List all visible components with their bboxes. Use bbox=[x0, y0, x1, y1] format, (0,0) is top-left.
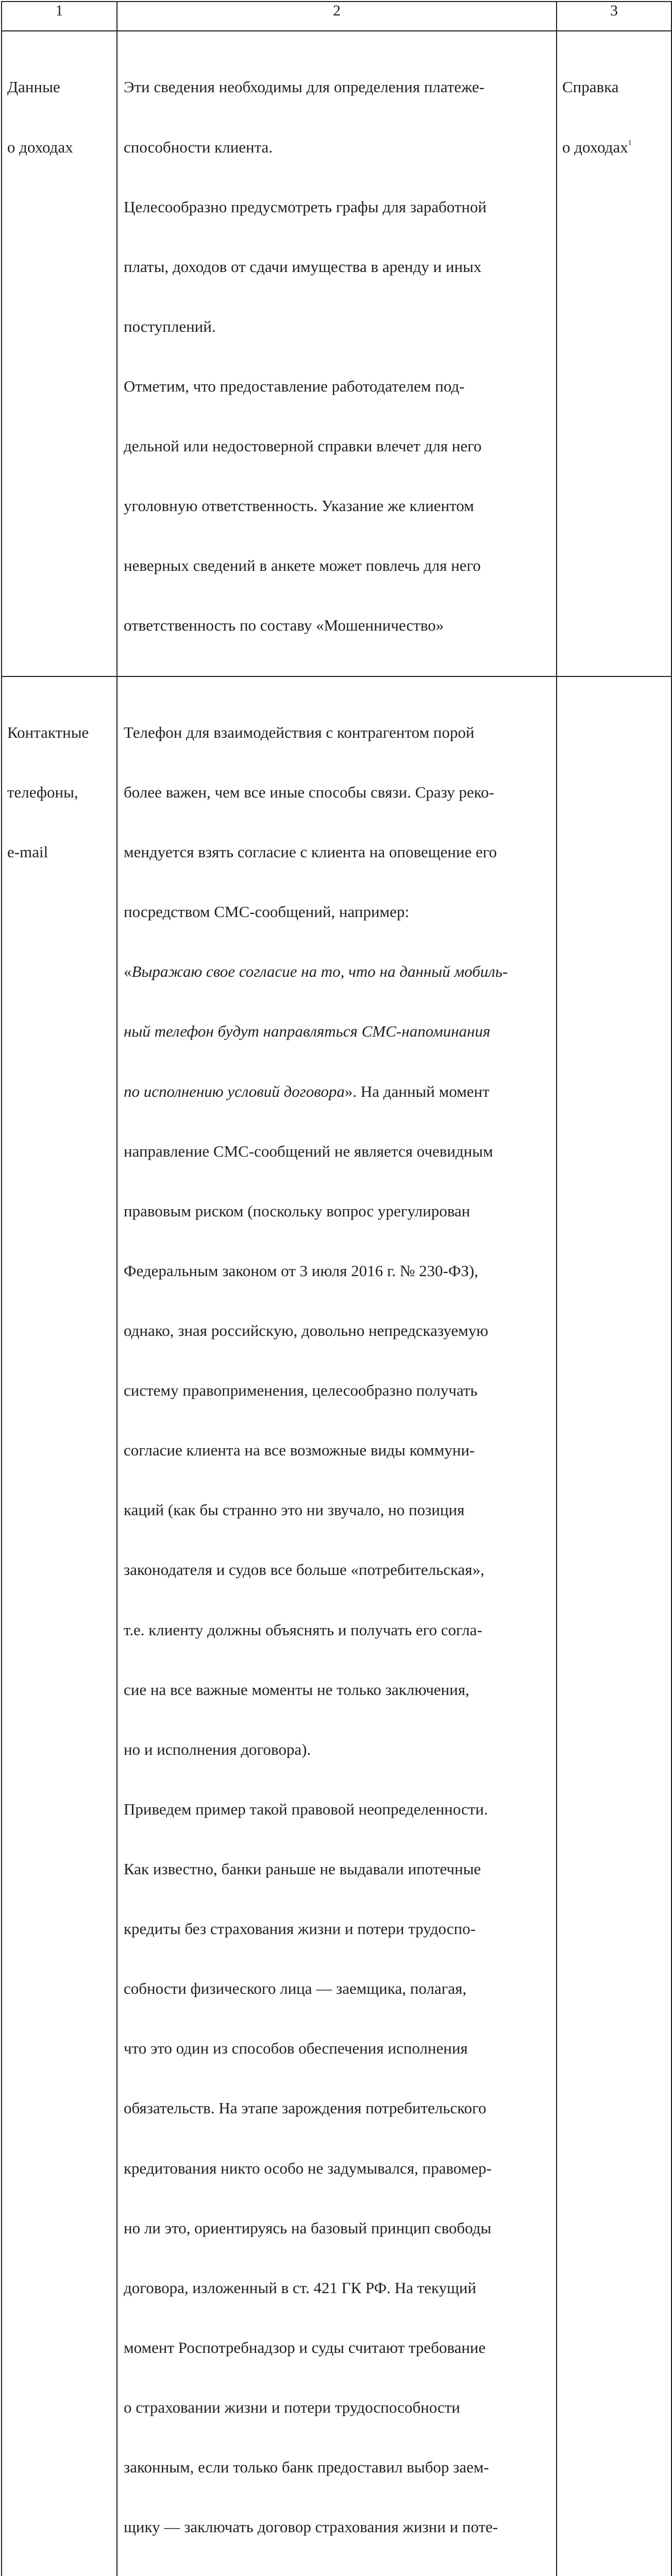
text-line: посредством СМС-сообщений, например: bbox=[124, 902, 556, 922]
text-line: законным, если только банк предоставил выбор заем- bbox=[124, 2458, 556, 2478]
table-row-contacts bbox=[2, 676, 671, 2576]
text-line bbox=[124, 962, 556, 982]
column-header-3: 3 bbox=[557, 2, 671, 31]
column-header-2: 2 bbox=[117, 2, 557, 31]
row-income-term bbox=[2, 31, 116, 197]
document-name: о доходах bbox=[562, 138, 628, 156]
text-line: т.е. клиенту должны объяснять и получать его согла- bbox=[124, 1620, 556, 1640]
text-line: Эти сведения необходимы для определения платеже- bbox=[124, 77, 556, 97]
text-line: щику — заключать договор страхования жизни и поте- bbox=[124, 2517, 556, 2537]
text-line: но и исполнения договора). bbox=[124, 1740, 556, 1760]
text-line: поступлений. bbox=[124, 317, 556, 337]
text-line: способности клиента. bbox=[124, 138, 556, 158]
text-line: Приведем пример такой правовой неопределенности. bbox=[124, 1800, 556, 1820]
text-line: законодателя и судов все больше «потребительская», bbox=[124, 1560, 556, 1580]
text-line: неверных сведений в анкете может повлечь для него bbox=[124, 556, 556, 576]
row-contacts-document-cell bbox=[557, 676, 671, 2576]
text-line: ответственность по составу «Мошенничество» bbox=[124, 616, 556, 636]
document-table bbox=[1, 1, 672, 2576]
quote-open: « bbox=[124, 962, 132, 980]
text-line: Целесообразно предусмотреть графы для заработной bbox=[124, 197, 556, 217]
text-line: Контактные bbox=[7, 723, 116, 743]
text-line: направление СМС-сообщений не является очевидным bbox=[124, 1142, 556, 1162]
quote-italic: ный телефон будут направляться СМС-напоминания bbox=[124, 1022, 556, 1042]
text-line: Телефон для взаимодействия с контрагентом порой bbox=[124, 723, 556, 743]
text-line: систему правоприменения, целесообразно получать bbox=[124, 1381, 556, 1401]
text-line: о доходах bbox=[7, 138, 116, 158]
text-line: Отметим, что предоставление работодателем под- bbox=[124, 377, 556, 397]
header-row bbox=[2, 2, 671, 31]
text-line: платы, доходов от сдачи имущества в аренду и иных bbox=[124, 257, 556, 277]
text-line: однако, зная российскую, довольно непредсказуемую bbox=[124, 1321, 556, 1341]
text-line: собности физического лица — заемщика, полагая, bbox=[124, 1979, 556, 1999]
text-line: телефоны, bbox=[7, 783, 116, 803]
column-header-1: 1 bbox=[2, 2, 117, 31]
text-line: согласие клиента на все возможные виды коммуни- bbox=[124, 1440, 556, 1461]
row-contacts-description-cell bbox=[117, 676, 557, 2576]
text-line: о страховании жизни и потери трудоспособности bbox=[124, 2398, 556, 2418]
row-income-description-cell bbox=[117, 31, 557, 676]
row-income-description bbox=[117, 31, 556, 676]
text-line: но ли это, ориентируясь на базовый принцип свободы bbox=[124, 2218, 556, 2239]
row-contacts-description bbox=[117, 677, 556, 2576]
row-contacts-term bbox=[2, 677, 116, 903]
text-line: договора, изложенный в ст. 421 ГК РФ. На текущий bbox=[124, 2278, 556, 2298]
row-contacts-term-cell bbox=[2, 676, 117, 2576]
row-income-document-cell bbox=[557, 31, 671, 676]
text-line: уголовную ответственность. Указание же клиентом bbox=[124, 496, 556, 516]
text-line bbox=[562, 138, 671, 158]
text-line: более важен, чем все иные способы связи. Сразу реко- bbox=[124, 783, 556, 803]
text-line: Данные bbox=[7, 77, 116, 97]
quote-italic: Выражаю свое согласие на то, что на данный мобиль- bbox=[132, 962, 508, 980]
text-line: сие на все важные моменты не только заключения, bbox=[124, 1680, 556, 1700]
text-line: кредиты без страхования жизни и потери трудоспо- bbox=[124, 1919, 556, 1939]
quote-close: ». На данный момент bbox=[345, 1082, 490, 1100]
text-line bbox=[124, 1082, 556, 1102]
text-line: что это один из способов обеспечения исполнения bbox=[124, 2039, 556, 2059]
text-line: правовым риском (поскольку вопрос урегулирован bbox=[124, 1201, 556, 1222]
text-line: каций (как бы странно это ни звучало, но позиция bbox=[124, 1500, 556, 1520]
row-contacts-document bbox=[557, 677, 671, 683]
text-line: e-mail bbox=[7, 842, 116, 862]
footnote-marker: 1 bbox=[628, 139, 632, 147]
text-line: Справка bbox=[562, 77, 671, 97]
row-income-document bbox=[557, 31, 671, 197]
text-line: дельной или недостоверной справки влечет для него bbox=[124, 436, 556, 456]
quote-italic: по исполнению условий договора bbox=[124, 1082, 345, 1100]
table-row-income bbox=[2, 31, 671, 676]
text-line: момент Роспотребнадзор и суды считают требование bbox=[124, 2338, 556, 2358]
text-line: мендуется взять согласие с клиента на оповещение его bbox=[124, 842, 556, 862]
text-line: кредитования никто особо не задумывался, правомер- bbox=[124, 2159, 556, 2179]
text-line: Как известно, банки раньше не выдавали ипотечные bbox=[124, 1859, 556, 1879]
text-line: Федеральным законом от 3 июля 2016 г. № 230-ФЗ), bbox=[124, 1261, 556, 1281]
text-line: обязательств. На этапе зарождения потребительского bbox=[124, 2098, 556, 2119]
row-income-term-cell bbox=[2, 31, 117, 676]
